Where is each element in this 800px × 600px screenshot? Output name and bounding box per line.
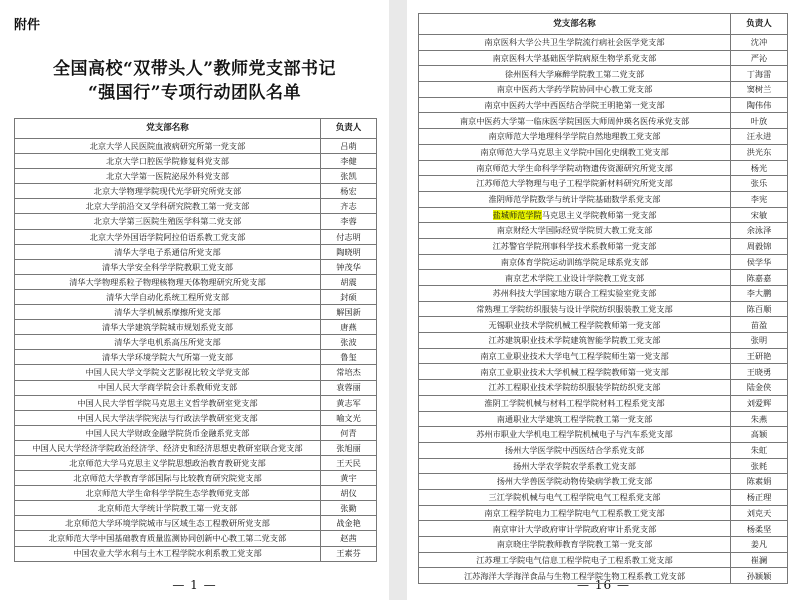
table-row [15, 471, 377, 486]
leader-cell: 张波 [321, 335, 377, 350]
table-row [15, 350, 377, 365]
table-row [15, 199, 377, 214]
table-row [419, 254, 788, 270]
table-row [419, 333, 788, 349]
branch-name-cell: 清华大学电机系高压所党支部 [15, 335, 321, 350]
leader-cell: 沈冲 [731, 35, 788, 51]
table-row [419, 207, 788, 223]
branch-name-cell: 清华大学环境学院大气所第一党支部 [15, 350, 321, 365]
leader-cell: 姜凡 [731, 537, 788, 553]
branch-name-cell: 无锡职业技术学院机械工程学院教师第一党支部 [419, 317, 731, 333]
table-row [419, 395, 788, 411]
branch-name-cell: 苏州科技大学国家地方联合工程实验室党支部 [419, 286, 731, 302]
branch-name-cell: 北京大学第三医院生殖医学科第二党支部 [15, 214, 321, 229]
leader-cell: 汪永进 [731, 129, 788, 145]
branch-name-cell: 南京中医药大学中西医结合学院王明艳第一党支部 [419, 97, 731, 113]
branch-name-cell: 清华大学自动化系统工程所党支部 [15, 289, 321, 304]
leader-cell: 赵茜 [321, 531, 377, 546]
page-number-left: — 1 — [172, 578, 217, 592]
leader-cell: 战金艳 [321, 516, 377, 531]
leader-cell: 吕萌 [321, 139, 377, 154]
branch-name-cell: 盐城师范学院马克思主义学院教师第一党支部 [419, 207, 731, 223]
branch-name-cell: 南京师范大学生命科学学院动物遗传资源研究所党支部 [419, 160, 731, 176]
table-row [419, 191, 788, 207]
table-row [15, 139, 377, 154]
table-row [15, 531, 377, 546]
leader-cell: 胡震 [321, 274, 377, 289]
table-row [419, 35, 788, 51]
branch-name-cell: 北京大学人民医院血液病研究所第一党支部 [15, 139, 321, 154]
leader-cell: 刘爱辉 [731, 395, 788, 411]
table-row [419, 160, 788, 176]
branch-name-cell: 清华大学安全科学学院教职工党支部 [15, 259, 321, 274]
table-row [419, 537, 788, 553]
table-row [15, 320, 377, 335]
branch-name-cell: 北京大学前沿交叉学科研究院教工第一党支部 [15, 199, 321, 214]
leader-cell: 王晓勇 [731, 364, 788, 380]
table-row [15, 486, 377, 501]
leader-cell: 袁蓉丽 [321, 380, 377, 395]
leader-cell: 张勤 [321, 501, 377, 516]
leader-cell: 陈素娟 [731, 474, 788, 490]
table-row [15, 410, 377, 425]
leader-cell: 杨柔坚 [731, 521, 788, 537]
leader-cell: 齐志 [321, 199, 377, 214]
leader-cell: 张乐 [731, 176, 788, 192]
table-row [419, 364, 788, 380]
branch-name-cell: 南通职业大学建筑工程学院教工第一党支部 [419, 411, 731, 427]
leader-cell: 陈百顺 [731, 301, 788, 317]
table-row [15, 305, 377, 320]
branch-name-cell: 北京大学外国语学院阿拉伯语系教工党支部 [15, 229, 321, 244]
branch-name-cell: 清华大学机械系摩擦所党支部 [15, 305, 321, 320]
document-title-line-2: “强国行”专项行动团队名单 [87, 83, 302, 103]
branch-name-cell: 徐州医科大学麻醉学院教工第二党支部 [419, 66, 731, 82]
branch-name-cell: 清华大学建筑学院城市规划系党支部 [15, 320, 321, 335]
table-row [419, 301, 788, 317]
table-row [419, 238, 788, 254]
branch-name-cell: 南京工业职业技术大学机械工程学院教师第一党支部 [419, 364, 731, 380]
table-row [15, 169, 377, 184]
leader-cell: 解国新 [321, 305, 377, 320]
branch-name-cell: 江苏警官学院刑事科学技术系教师第一党支部 [419, 238, 731, 254]
branch-name-cell: 南京晓庄学院教师教育学院教工第一党支部 [419, 537, 731, 553]
table-row [419, 82, 788, 98]
branch-name-cell: 扬州大学医学院中西医结合学系党支部 [419, 442, 731, 458]
table-row [15, 154, 377, 169]
branch-name-cell: 南京中医药大学药学院协同中心教工党支部 [419, 82, 731, 98]
branch-name-cell: 中国人民大学文学院文艺影视比较文学党支部 [15, 365, 321, 380]
table-row [15, 335, 377, 350]
leader-cell: 唐燕 [321, 320, 377, 335]
table-row [15, 289, 377, 304]
left-roster-table [14, 118, 377, 562]
table-row [15, 455, 377, 470]
table-row [15, 214, 377, 229]
branch-name-cell: 江苏海洋大学海洋食品与生物工程学院生物工程系教工党支部 [419, 568, 731, 584]
table-row [419, 129, 788, 145]
table-row [419, 223, 788, 239]
leader-cell: 朱虹 [731, 442, 788, 458]
table-row [419, 568, 788, 584]
table-row [419, 50, 788, 66]
branch-name-cell: 南京师范大学地理科学学院自然地理教工党支部 [419, 129, 731, 145]
leader-cell: 孙颖颖 [731, 568, 788, 584]
branch-name-cell: 常熟理工学院纺织服装与设计学院纺织服装教工党支部 [419, 301, 731, 317]
leader-cell: 常培杰 [321, 365, 377, 380]
header-leader: 负责人 [731, 14, 788, 35]
branch-name-cell: 北京师范大学统计学院教工第一党支部 [15, 501, 321, 516]
header-leader: 负责人 [321, 119, 377, 139]
leader-cell: 封硕 [321, 289, 377, 304]
branch-name-cell: 中国人民大学经济学院政治经济学、经济史和经济思想史教研室联合党支部 [15, 440, 321, 455]
document-title-line-1: 全国高校“双带头人”教师党支部书记 [52, 59, 337, 79]
table-row [15, 546, 377, 561]
branch-name-cell: 淮阴工学院机械与材料工程学院材料工程系党支部 [419, 395, 731, 411]
table-row [15, 516, 377, 531]
leader-cell: 洪光东 [731, 144, 788, 160]
leader-cell: 陆金侠 [731, 380, 788, 396]
leader-cell: 余泳泽 [731, 223, 788, 239]
leader-cell: 李宪 [731, 191, 788, 207]
leader-cell: 高颖 [731, 427, 788, 443]
leader-cell: 周毅锦 [731, 238, 788, 254]
table-row [419, 66, 788, 82]
attachment-label: 附件 [14, 18, 41, 33]
header-branch-name: 党支部名称 [419, 14, 731, 35]
leader-cell: 李健 [321, 154, 377, 169]
leader-cell: 叶放 [731, 113, 788, 129]
branch-name-cell: 中国农业大学水利与土木工程学院水利系教工党支部 [15, 546, 321, 561]
leader-cell: 刘克天 [731, 505, 788, 521]
branch-name-cell: 北京大学第一医院泌尿外科党支部 [15, 169, 321, 184]
branch-name-cell: 北京师范大学教育学部国际与比较教育研究院党支部 [15, 471, 321, 486]
branch-name-cell: 中国人民大学商学院会计系教师党支部 [15, 380, 321, 395]
leader-cell: 陶伟伟 [731, 97, 788, 113]
branch-name-cell: 淮阴师范学院数学与统计学院基础数学系党支部 [419, 191, 731, 207]
branch-name-cell: 南京审计大学政府审计学院政府审计系党支部 [419, 521, 731, 537]
leader-cell: 王素芬 [321, 546, 377, 561]
branch-name-cell: 北京师范大学生命科学学院生态学教师党支部 [15, 486, 321, 501]
left-table-body [15, 139, 377, 562]
leader-cell: 窦树兰 [731, 82, 788, 98]
table-row [419, 317, 788, 333]
table-row [15, 395, 377, 410]
table-header-row [15, 119, 377, 139]
branch-name-cell: 江苏建筑职业技术学院建筑智能学院教工党支部 [419, 333, 731, 349]
leader-cell: 宋敏 [731, 207, 788, 223]
right-table-body [419, 35, 788, 584]
branch-name-cell: 南京中医药大学第一临床医学院国医大师周仲瑛名医传承党支部 [419, 113, 731, 129]
table-row [419, 521, 788, 537]
table-row [15, 425, 377, 440]
branch-name-cell: 南京师范大学马克思主义学院中国化史纲教工党支部 [419, 144, 731, 160]
table-row [15, 259, 377, 274]
leader-cell: 黄宇 [321, 471, 377, 486]
right-roster-table [418, 13, 788, 584]
leader-cell: 黄志军 [321, 395, 377, 410]
branch-name-cell: 南京艺术学院工业设计学院教工党支部 [419, 270, 731, 286]
leader-cell: 苗盈 [731, 317, 788, 333]
leader-cell: 张凯 [321, 169, 377, 184]
leader-cell: 王天民 [321, 455, 377, 470]
branch-name-cell: 清华大学电子系通信所党支部 [15, 244, 321, 259]
table-row [15, 184, 377, 199]
leader-cell: 朱燕 [731, 411, 788, 427]
table-row [15, 244, 377, 259]
leader-cell: 丁海雷 [731, 66, 788, 82]
leader-cell: 何青 [321, 425, 377, 440]
branch-name-cell: 南京工业职业技术大学电气工程学院师生第一党支部 [419, 348, 731, 364]
branch-name-cell: 南京财经大学国际经贸学院贸大教工党支部 [419, 223, 731, 239]
table-row [419, 474, 788, 490]
branch-name-cell: 江苏师范大学物理与电子工程学院新材料研究所党支部 [419, 176, 731, 192]
branch-name-cell: 北京师范大学马克思主义学院思想政治教育教研党支部 [15, 455, 321, 470]
branch-name-cell: 南京医科大学公共卫生学院流行病社会医学党支部 [419, 35, 731, 51]
branch-name-cell: 北京大学口腔医学院修复科党支部 [15, 154, 321, 169]
leader-cell: 杨宏 [321, 184, 377, 199]
branch-name-cell: 中国人民大学哲学院马克思主义哲学教研室党支部 [15, 395, 321, 410]
branch-name-cell: 苏州市职业大学机电工程学院机械电子与汽车系党支部 [419, 427, 731, 443]
branch-name-cell: 扬州大学兽医学院动物传染病学教工党支部 [419, 474, 731, 490]
leader-cell: 张明 [731, 333, 788, 349]
leader-cell: 李蓉 [321, 214, 377, 229]
table-row [419, 489, 788, 505]
table-row [15, 440, 377, 455]
table-row [15, 229, 377, 244]
branch-name-cell: 三江学院机械与电气工程学院电气工程系党支部 [419, 489, 731, 505]
table-row [419, 552, 788, 568]
branch-name-cell: 中国人民大学财政金融学院货币金融系党支部 [15, 425, 321, 440]
table-row [419, 348, 788, 364]
table-row [419, 380, 788, 396]
leader-cell: 陈嘉嘉 [731, 270, 788, 286]
table-row [419, 270, 788, 286]
table-row [419, 411, 788, 427]
leader-cell: 王研艳 [731, 348, 788, 364]
leader-cell: 杨光 [731, 160, 788, 176]
table-row [15, 501, 377, 516]
branch-name-cell: 南京体育学院运动训练学院足球系党支部 [419, 254, 731, 270]
leader-cell: 付志明 [321, 229, 377, 244]
leader-cell: 张耗 [731, 458, 788, 474]
table-row [419, 97, 788, 113]
leader-cell: 胡仪 [321, 486, 377, 501]
leader-cell: 鲁玺 [321, 350, 377, 365]
branch-name-cell: 北京师范大学中国基础教育质量监测协同创新中心教工第二党支部 [15, 531, 321, 546]
leader-cell: 崔澜 [731, 552, 788, 568]
table-row [15, 365, 377, 380]
table-row [419, 144, 788, 160]
branch-name-cell: 北京大学物理学院现代光学研究所党支部 [15, 184, 321, 199]
branch-name-cell: 南京医科大学基础医学院病原生物学系党支部 [419, 50, 731, 66]
leader-cell: 张旭丽 [321, 440, 377, 455]
branch-name-cell: 南京工程学院电力工程学院电气工程系教工党支部 [419, 505, 731, 521]
table-row [419, 442, 788, 458]
leader-cell: 喻文光 [321, 410, 377, 425]
table-row [419, 113, 788, 129]
table-header-row [419, 14, 788, 35]
table-row [419, 427, 788, 443]
branch-name-cell: 北京师范大学环境学院城市与区域生态工程教研所党支部 [15, 516, 321, 531]
leader-cell: 严沁 [731, 50, 788, 66]
highlighted-text: 盐城师范学院 [492, 209, 542, 220]
header-branch-name: 党支部名称 [15, 119, 321, 139]
branch-name-cell: 扬州大学农学院农学系教工党支部 [419, 458, 731, 474]
leader-cell: 陶晓明 [321, 244, 377, 259]
table-row [15, 380, 377, 395]
leader-cell: 侯学华 [731, 254, 788, 270]
leader-cell: 李大鹏 [731, 286, 788, 302]
branch-name-cell: 江苏理工学院电气信息工程学院电子工程系教工党支部 [419, 552, 731, 568]
branch-name-cell: 中国人民大学法学院宪法与行政法学教研室党支部 [15, 410, 321, 425]
table-row [419, 176, 788, 192]
page-number-right: — 16 — [577, 578, 630, 592]
leader-cell: 钟茂华 [321, 259, 377, 274]
branch-name-cell: 江苏工程职业技术学院纺织服装学院纺织党支部 [419, 380, 731, 396]
table-row [419, 505, 788, 521]
branch-name-cell: 清华大学物理系粒子物理核物理天体物理研究所党支部 [15, 274, 321, 289]
table-row [419, 458, 788, 474]
leader-cell: 杨正理 [731, 489, 788, 505]
table-row [419, 286, 788, 302]
table-row [15, 274, 377, 289]
